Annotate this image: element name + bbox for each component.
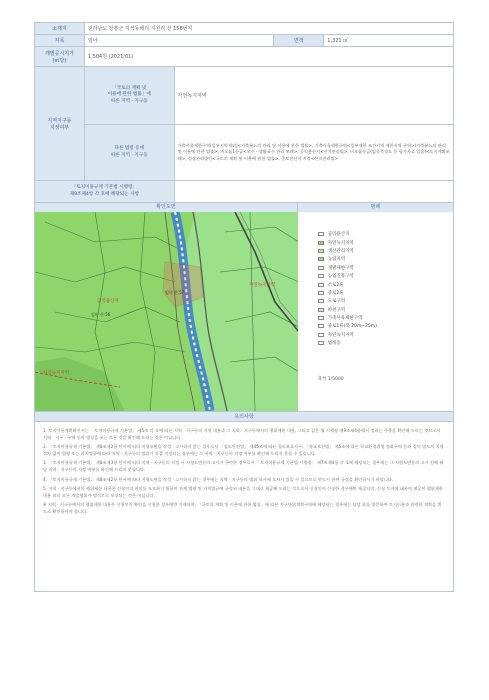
law1-value: 자연녹지지역 bbox=[174, 67, 453, 125]
legend-swatch bbox=[318, 291, 324, 295]
legend-label: 소로2류 bbox=[327, 282, 344, 288]
legend-list bbox=[318, 230, 453, 347]
map-label-plot-b: 임야 산 57 bbox=[165, 290, 185, 295]
legend-item bbox=[318, 280, 453, 288]
map-label-residential: 자연녹지지역 bbox=[249, 283, 276, 288]
legend-swatch bbox=[318, 249, 324, 253]
note-item: 1. 토지이용계획확인서는 「토지이용규제 기본법」 제5조 각 호에 따른 지역 · 지구등의 지정 내용과 그 지역 · 지구등에서의 행위제한 내용, 그리고 같은 법 시행령 제9조제4항에서 정하는 사항을 확인해 드리는 것으로서 지역 · 지구 · 구역 등의 명칭을 쓰는 모든 것을 확인해 드리는 것은 아닙니다. bbox=[43, 428, 441, 440]
note-item: 3. 「토지이용규제 기본법」 제8조제3항 단서에 따라 지역 · 지구등의 지정 시 지형도면등의 고시가 곤란한 경우로서 「토지이용규제 기본법 시행령」 제7조제4항 각 호에 해당되는 경우에는 그 지형도면등의 고시 전에 해당 지역 · 지구등의 지정 여부를 확인해 드리지 못합니다. bbox=[43, 460, 444, 472]
legend-swatch bbox=[318, 232, 324, 236]
legend-item bbox=[318, 247, 453, 255]
legend-item bbox=[318, 297, 453, 305]
legend-swatch bbox=[318, 333, 324, 337]
legend-swatch bbox=[318, 299, 324, 303]
location-value: 전라남도 장흥군 지석동해리 지원리 산 156번지 bbox=[84, 23, 453, 35]
legend-swatch bbox=[318, 241, 324, 245]
law2-value: 가축사육제한구역(일부지역제외)<가축분뇨의 관리 및 이용에 관한 법률>, 가축사육제한구역<일부제한 조건지역 제한지역 구역>(가축분뇨의 관리 및 이용에 관한 법률>, 비오톱1등급<오수 · 생활하수 관리 조례>, 공익용산지<산지관리법>, 비오톱등급(임목축적도 등 평가자료 있음)<도시계획조례>, 성장관리방안<국토의 계획 및 이용에 관한 법률>, 준보전산지 지정<산지관리법> bbox=[174, 125, 453, 181]
map-label-forest: 공익용산지 bbox=[97, 299, 119, 304]
legend-swatch bbox=[318, 341, 324, 345]
legend-label: 도로구역 bbox=[327, 299, 346, 305]
law1-label: 「국토의 계획 및 이용에 관한 법률」에 따른 지역 · 지구등 bbox=[84, 67, 174, 125]
legend-label: 자연녹지지역 bbox=[327, 240, 354, 246]
legend-label: 가축사육제한구역 bbox=[327, 316, 363, 322]
map-graphic bbox=[35, 212, 298, 411]
legend-item bbox=[318, 289, 453, 297]
note-item: 5. 지역 · 지구등에서의 행위제한 내용은 신청인의 편의를 도모하기 위하여 관계 법령 및 자치법규에 규정된 내용을 그대로 제공해 드리는 것으로서 신청인이 신청한 경우에만 제공되며, 신청 토지에 대하여 제공된 행위제한 내용 외의 모든 개발행위가 법적으로 보장되는 것은 아닙니다. bbox=[43, 486, 443, 498]
land-category-label: 지목 bbox=[35, 35, 85, 47]
note-item: ※ 지역 · 지구등에서의 행위제한 내용은 신청인이 확인을 신청한 경우에만 기재되며, 「국토의 계획 및 이용에 관한 법률」에 따른 지구단위계획구역에 해당하는 경우에는 담당 과를 방문하여 토지이용과 관련한 계획을 별도로 확인하셔야 합니다. bbox=[43, 502, 442, 514]
notes-body bbox=[34, 422, 454, 592]
map-scale: 축척 1/5000 bbox=[317, 377, 344, 382]
location-label: 소재지 bbox=[35, 23, 85, 35]
land-category-value: 임야 bbox=[84, 35, 274, 47]
regulation-label: 「토지이용규제 기본법 시행령」 제9조제4항 각 호에 해당되는 사항 bbox=[35, 181, 175, 203]
land-use-certificate bbox=[34, 22, 454, 592]
map-label-plot-a: 임야 산 56 bbox=[91, 312, 111, 317]
area-label: 면적 bbox=[274, 35, 324, 47]
legend-section-label: 범례 bbox=[298, 203, 453, 212]
legend-item bbox=[318, 331, 453, 339]
legend-item bbox=[318, 255, 453, 263]
price-value: 1,504원 (2021/01) bbox=[84, 47, 453, 67]
legend-swatch bbox=[318, 324, 324, 328]
legend-label: 농업진흥구역 bbox=[327, 274, 354, 280]
map-label-farm-zone: 자연녹지지역 bbox=[43, 371, 70, 376]
legend-label: 개발제한구역 bbox=[327, 265, 354, 271]
legend-item bbox=[318, 272, 453, 280]
legend-label: 생산관리지역 bbox=[327, 248, 354, 254]
map-section-header bbox=[34, 203, 454, 212]
legend-panel bbox=[298, 212, 453, 411]
legend-label: 하천구역 bbox=[327, 307, 346, 313]
map-section-label: 확인도면 bbox=[35, 203, 298, 212]
legend-item bbox=[318, 306, 453, 314]
legend-swatch bbox=[318, 257, 324, 261]
legend-item bbox=[318, 339, 453, 347]
zoning-map bbox=[35, 212, 298, 411]
info-table bbox=[34, 22, 454, 203]
legend-item bbox=[318, 264, 453, 272]
legend-item bbox=[318, 230, 453, 238]
note-item: 4. 「토지이용규제 기본법」 제8조제2항 단서에 따라 지형도면을 작성 · 고시하지 않는 경우에는 지역 · 지구등의 범위 표시에 오차가 있을 수 있으므로 반드시 관련 규정을 확인하시기 바랍니다. bbox=[43, 476, 394, 482]
legend-label: 법정동 bbox=[327, 341, 341, 347]
legend-label: 공익용산지 bbox=[327, 232, 350, 238]
area-value: 1,321 ㎡ bbox=[324, 35, 454, 47]
legend-item bbox=[318, 322, 453, 330]
legend-swatch bbox=[318, 274, 324, 278]
legend-label: 중로2류 bbox=[327, 290, 344, 296]
note-item: 2. 「토지이용규제 기본법」 제8조제2항 단서에 따라 지형도면을 작성 · 고시하지 않는 경우로서 「철도안전법」 제45조에 따른 철도보호지구, 「학교보건법」 제5조에 따른 학교환경위생 정화구역 등과 같이 별도의 지정 절차 없이 법령 또는 자치법규에 따라 지역 · 지구등의 범위가 직접 지정되는 경우에는 그 지역 · 지구등의 지정 여부를 확인해 드리지 못할 수 있습니다. bbox=[43, 444, 444, 456]
law2-label: 다른 법령 등에 따른 지역 · 지구등 bbox=[84, 125, 174, 181]
legend-item bbox=[318, 238, 453, 246]
legend-swatch bbox=[318, 308, 324, 312]
zoning-group-label: 지역지구등 지정여부 bbox=[35, 67, 85, 181]
legend-swatch bbox=[318, 316, 324, 320]
map-row bbox=[34, 212, 454, 412]
price-label: 개별공시지가 (㎡당) bbox=[35, 47, 85, 67]
legend-label: 농림지역 bbox=[327, 257, 346, 263]
legend-swatch bbox=[318, 266, 324, 270]
regulation-value bbox=[174, 181, 453, 203]
legend-swatch bbox=[318, 283, 324, 287]
notes-header: 유의사항 bbox=[34, 412, 454, 422]
legend-item bbox=[318, 314, 453, 322]
legend-label: 중로1류(폭 20m~25m) bbox=[327, 324, 377, 330]
legend-label: 자연녹지지역 bbox=[327, 332, 354, 338]
